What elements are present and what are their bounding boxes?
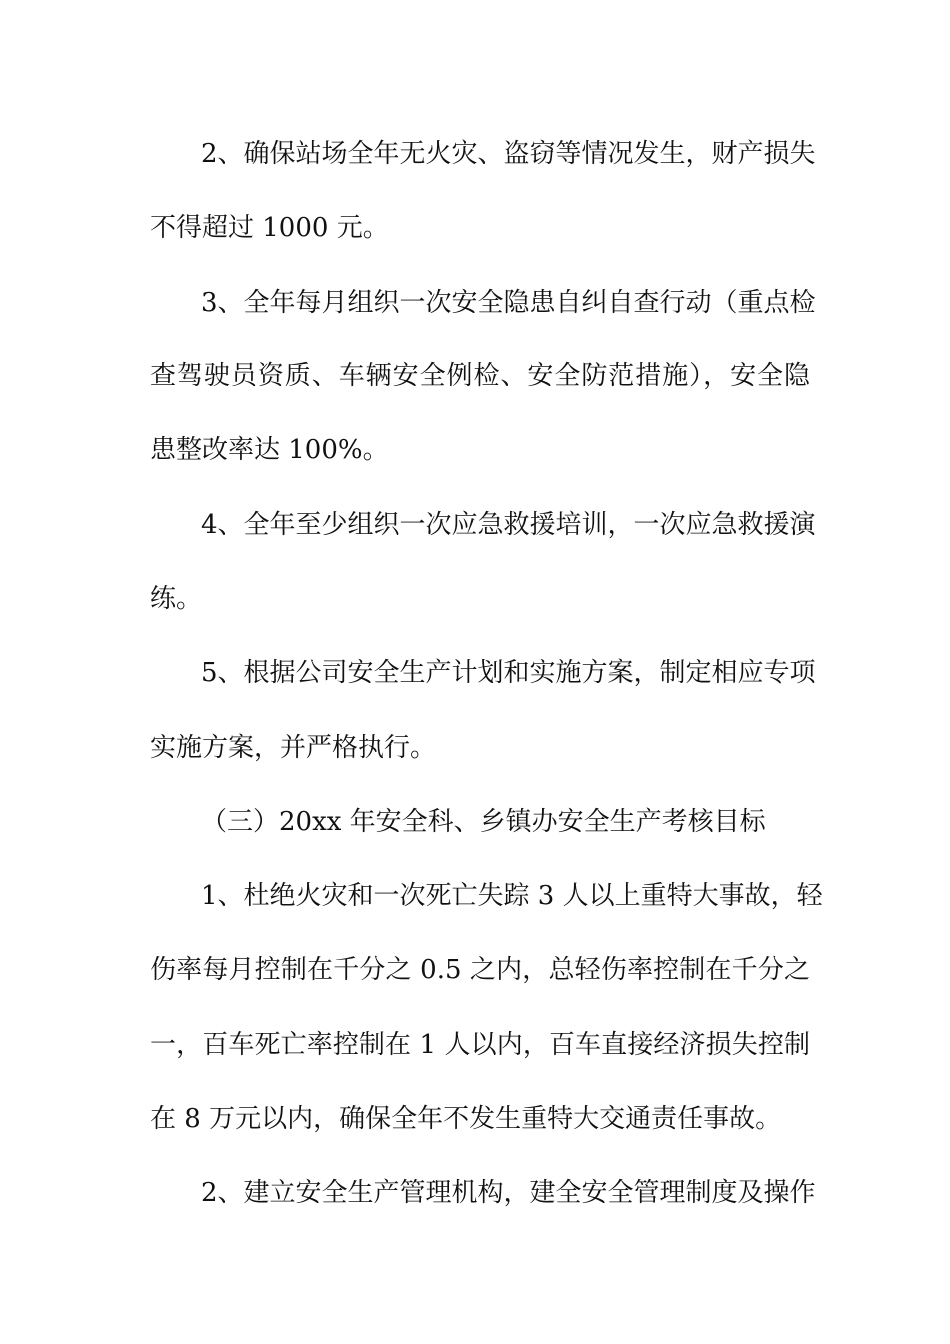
paragraph-line: 3、全年每月组织一次安全隐患自纠自查行动（重点检: [201, 288, 816, 318]
paragraph-line: 伤率每月控制在千分之 0.5 之内，总轻伤率控制在千分之: [150, 955, 810, 985]
paragraph-line: 1、杜绝火灾和一次死亡失踪 3 人以上重特大事故，轻: [201, 881, 823, 911]
paragraph-line: 不得超过 1000 元。: [150, 213, 389, 243]
paragraph-line: 2、建立安全生产管理机构，建全安全管理制度及操作: [201, 1178, 816, 1208]
paragraph-line: 一，百车死亡率控制在 1 人以内，百车直接经济损失控制: [150, 1030, 810, 1060]
paragraph-line: 实施方案，并严格执行。: [150, 733, 437, 763]
paragraph-line: 患整改率达 100%。: [150, 435, 389, 465]
paragraph-line: 2、确保站场全年无火灾、盗窃等情况发生，财产损失: [201, 139, 816, 169]
paragraph-line: 练。: [150, 584, 203, 614]
paragraph-line: 4、全年至少组织一次应急救援培训，一次应急救援演: [201, 510, 816, 540]
paragraph-line: 5、根据公司安全生产计划和实施方案，制定相应专项: [201, 658, 816, 688]
section-heading: （三）20xx 年安全科、乡镇办安全生产考核目标: [201, 807, 766, 837]
paragraph-line: 查驾驶员资质、车辆安全例检、安全防范措施），安全隐: [150, 361, 810, 391]
paragraph-line: 在 8 万元以内，确保全年不发生重特大交通责任事故。: [150, 1104, 782, 1134]
